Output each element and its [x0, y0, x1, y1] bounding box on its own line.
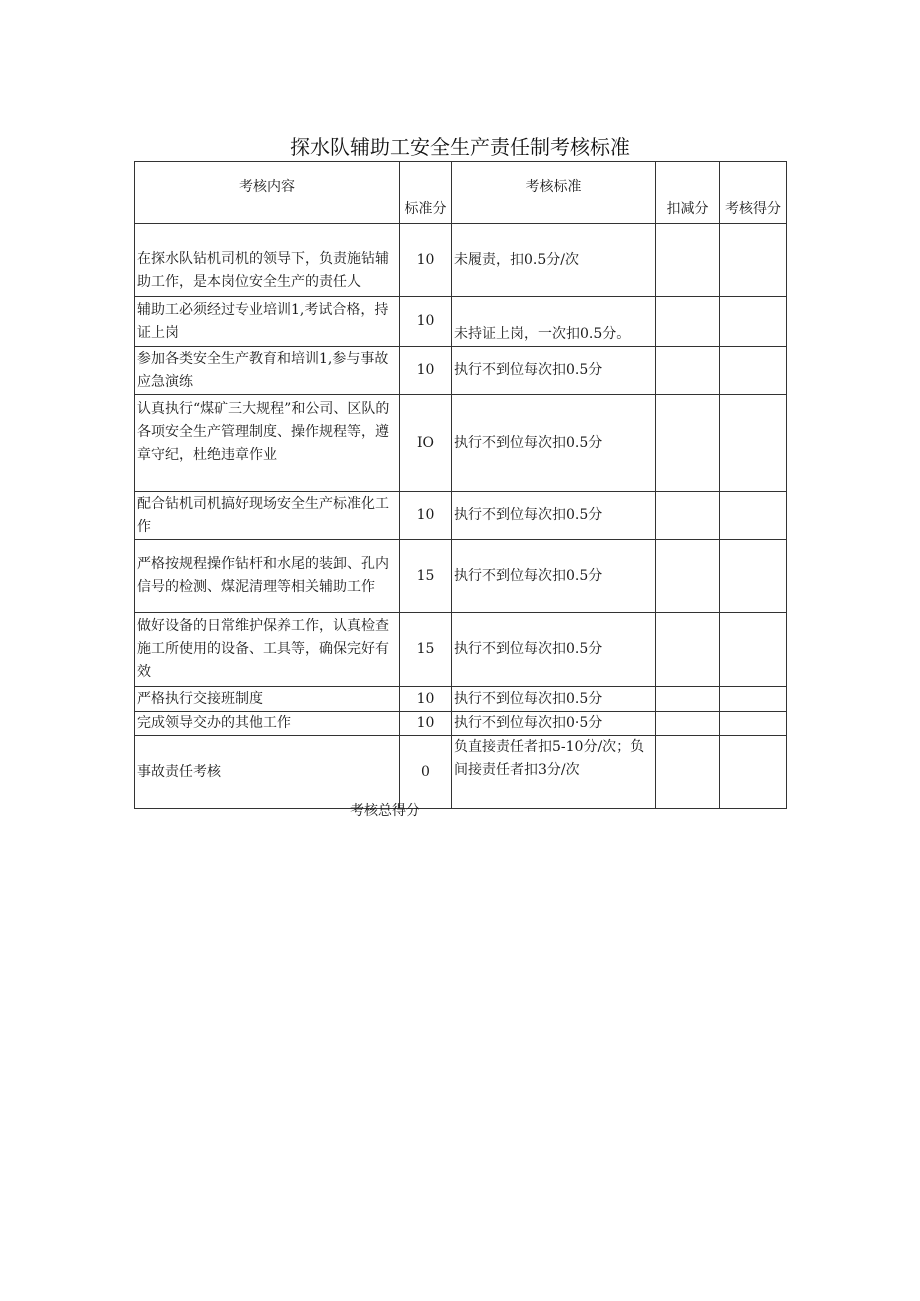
table-row — [135, 687, 787, 712]
row-content: 完成领导交办的其他工作 — [135, 712, 400, 736]
row-standard-score: 10 — [400, 224, 452, 297]
row-standard-score: IO — [400, 395, 452, 492]
table-row — [135, 712, 787, 736]
row-deduction — [656, 736, 720, 809]
row-deduction — [656, 297, 720, 347]
page-title: 探水队辅助工安全生产责任制考核标准 — [290, 135, 630, 159]
row-deduction — [656, 712, 720, 736]
row-deduction — [656, 395, 720, 492]
row-criteria: 未持证上岗，一次扣0.5分。 — [452, 297, 656, 347]
row-got-score — [720, 540, 787, 613]
row-deduction — [656, 224, 720, 297]
row-criteria: 执行不到位每次扣0·5分 — [452, 712, 656, 736]
row-got-score — [720, 395, 787, 492]
row-standard-score: 15 — [400, 613, 452, 687]
header-deduction: 扣减分 — [656, 162, 720, 224]
row-deduction — [656, 540, 720, 613]
row-got-score — [720, 224, 787, 297]
row-content: 做好设备的日常维护保养工作，认真检查施工所使用的设备、工具等，确保完好有效 — [135, 613, 400, 687]
row-criteria: 执行不到位每次扣0.5分 — [452, 613, 656, 687]
header-standard-score: 标准分 — [400, 162, 452, 224]
row-standard-score: 10 — [400, 347, 452, 395]
row-got-score — [720, 492, 787, 540]
row-standard-score: 10 — [400, 687, 452, 712]
assessment-table — [134, 161, 787, 809]
table-row — [135, 395, 787, 492]
row-content: 配合钻机司机搞好现场安全生产标准化工作 — [135, 492, 400, 540]
row-got-score — [720, 613, 787, 687]
row-deduction — [656, 492, 720, 540]
row-content: 事故责任考核 — [135, 736, 400, 809]
row-content: 辅助工必须经过专业培训1,考试合格，持证上岗 — [135, 297, 400, 347]
row-got-score — [720, 347, 787, 395]
row-criteria: 未履责，扣0.5分/次 — [452, 224, 656, 297]
row-standard-score: 0 — [400, 736, 452, 809]
row-content: 在探水队钻机司机的领导下，负责施钻辅助工作，是本岗位安全生产的责任人 — [135, 224, 400, 297]
row-content: 严格执行交接班制度 — [135, 687, 400, 712]
row-content: 严格按规程操作钻杆和水尾的装卸、孔内信号的检测、煤泥清理等相关辅助工作 — [135, 540, 400, 613]
row-criteria: 执行不到位每次扣0.5分 — [452, 492, 656, 540]
row-got-score — [720, 712, 787, 736]
row-criteria: 执行不到位每次扣0.5分 — [452, 540, 656, 613]
table-header-row — [135, 162, 787, 224]
table-row — [135, 540, 787, 613]
row-criteria: 执行不到位每次扣0.5分 — [452, 347, 656, 395]
table-row — [135, 613, 787, 687]
header-criteria: 考核标准 — [452, 162, 656, 224]
row-standard-score: 10 — [400, 712, 452, 736]
row-deduction — [656, 687, 720, 712]
row-standard-score: 10 — [400, 492, 452, 540]
table-row — [135, 297, 787, 347]
row-criteria: 执行不到位每次扣0.5分 — [452, 395, 656, 492]
table-row — [135, 347, 787, 395]
header-content: 考核内容 — [135, 162, 400, 224]
row-got-score — [720, 297, 787, 347]
table-row — [135, 224, 787, 297]
row-criteria: 执行不到位每次扣0.5分 — [452, 687, 656, 712]
row-standard-score: 15 — [400, 540, 452, 613]
row-content: 认真执行“煤矿三大规程”和公司、区队的各项安全生产管理制度、操作规程等，遵章守纪，杜绝违章作业 — [135, 395, 400, 492]
row-got-score — [720, 687, 787, 712]
row-criteria: 负直接责任者扣5-10分/次；负间接责任者扣3分/次 — [452, 736, 656, 809]
row-got-score — [720, 736, 787, 809]
row-content: 参加各类安全生产教育和培训1,参与事故应急演练 — [135, 347, 400, 395]
row-deduction — [656, 613, 720, 687]
total-score-label: 考核总得分 — [350, 803, 420, 819]
row-deduction — [656, 347, 720, 395]
table-row — [135, 492, 787, 540]
header-score: 考核得分 — [720, 162, 787, 224]
table-row — [135, 736, 787, 809]
row-standard-score: 10 — [400, 297, 452, 347]
